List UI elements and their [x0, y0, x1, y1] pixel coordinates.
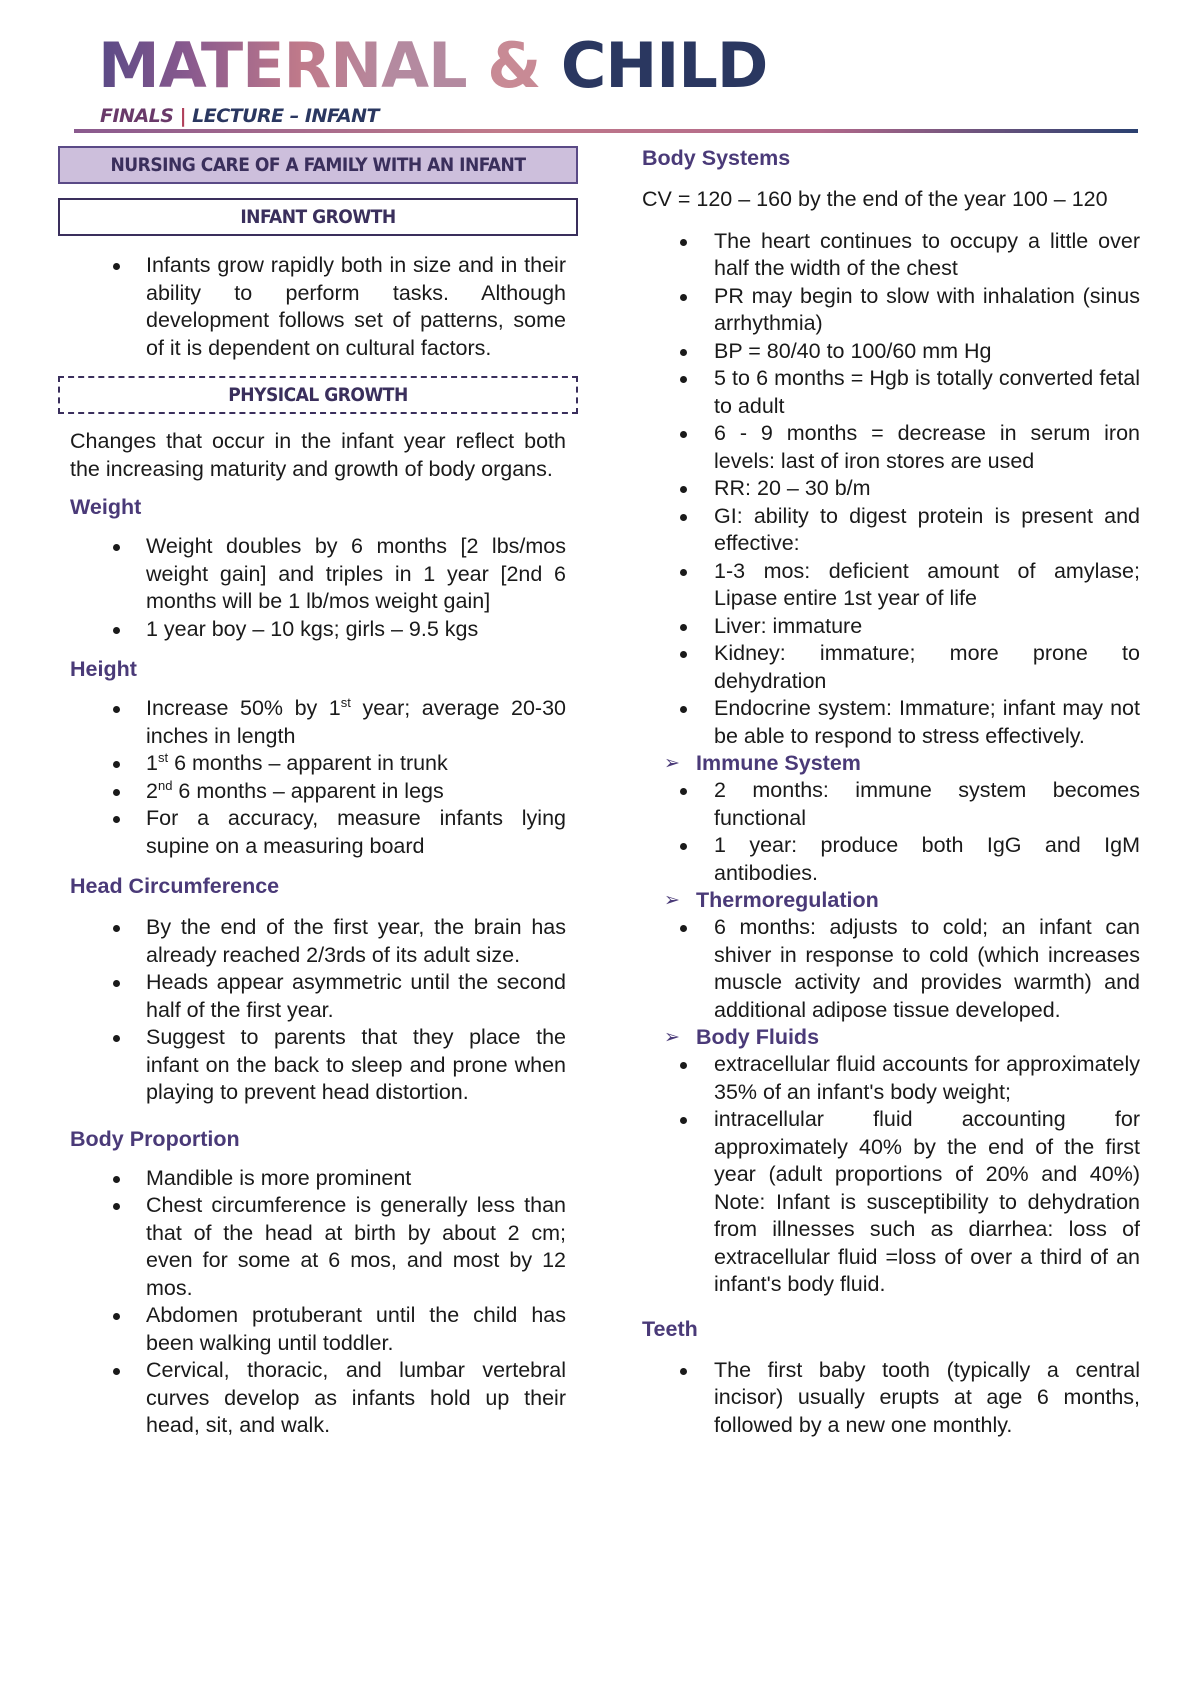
document-subtitle	[100, 105, 379, 127]
list-item: For a accuracy, measure infants lying supine on a measuring board	[58, 805, 578, 860]
list-item: PR may begin to slow with inhalation (sinus arrhythmia)	[642, 283, 1140, 338]
body-systems-heading: Body Systems	[642, 146, 791, 170]
growth-list	[58, 252, 578, 362]
height-heading: Height	[70, 657, 137, 681]
heading-text: Body Fluids	[696, 1025, 820, 1049]
immune-system-heading	[642, 750, 1140, 777]
header-divider	[74, 129, 1138, 133]
list-item: Heads appear asymmetric until the second half of the first year.	[58, 969, 578, 1024]
left-column	[58, 140, 578, 1440]
list-item: 1 year boy – 10 kgs; girls – 9.5 kgs	[58, 616, 578, 644]
weight-heading: Weight	[70, 495, 142, 519]
text-fragment: 6 months – apparent in legs	[172, 778, 444, 803]
head-circumference-heading: Head Circumference	[70, 874, 280, 898]
list-item: extracellular fluid accounts for approximately 35% of an infant's body weight;	[642, 1051, 1140, 1106]
list-item: Suggest to parents that they place the infant on the back to sleep and prone when playing to prevent head distortion.	[58, 1024, 578, 1107]
thermoregulation-heading	[642, 887, 1140, 914]
list-item: Chest circumference is generally less than that of the head at birth by about 2 cm; even for some at 6 mos, and most by 12 mos.	[58, 1192, 578, 1302]
list-item: intracellular fluid accounting for approximately 40% by the end of the first year (adult proportions of 20% and 40%) Note: Infant is susceptibility to dehydration from illnesses such as diarrhea: loss of extracellular fluid =loss of over a third of an infant's body fluid.	[642, 1106, 1140, 1299]
title-ampersand: &	[487, 29, 541, 102]
list-item: Endocrine system: Immature; infant may not be able to respond to stress effectively.	[642, 695, 1140, 750]
fluids-list	[642, 1051, 1140, 1299]
title-child: CHILD	[560, 29, 768, 102]
thermo-list	[642, 914, 1140, 1024]
right-column	[642, 140, 1140, 1439]
list-item: 1-3 mos: deficient amount of amylase; Lipase entire 1st year of life	[642, 558, 1140, 613]
superscript: nd	[157, 777, 173, 793]
list-item: BP = 80/40 to 100/60 mm Hg	[642, 338, 1140, 366]
heading-text: Immune System	[696, 751, 861, 775]
list-item: Abdomen protuberant until the child has been walking until toddler.	[58, 1302, 578, 1357]
arrow-bullet-icon: ➢	[664, 753, 680, 774]
superscript: st	[340, 694, 351, 710]
text-fragment: year; average 20-30 inches in length	[146, 696, 566, 748]
arrow-bullet-icon: ➢	[664, 1027, 680, 1048]
list-item: The first baby tooth (typically a central incisor) usually erupts at age 6 months, followed by a new one monthly.	[642, 1357, 1140, 1440]
systems-list	[642, 228, 1140, 751]
subtitle-finals: FINALS	[100, 105, 174, 127]
document-title	[98, 28, 767, 104]
banner-infant-growth: INFANT GROWTH	[58, 198, 578, 236]
height-list	[58, 695, 578, 860]
list-item: RR: 20 – 30 b/m	[642, 475, 1140, 503]
body-fluids-heading	[642, 1024, 1140, 1051]
banner-nursing-care: NURSING CARE OF A FAMILY WITH AN INFANT	[58, 146, 578, 184]
body-proportion-heading: Body Proportion	[70, 1126, 240, 1151]
subtitle-lecture: LECTURE – INFANT	[192, 105, 379, 127]
list-item	[58, 750, 578, 778]
superscript: st	[157, 749, 169, 765]
list-item: Cervical, thoracic, and lumbar vertebral curves develop as infants hold up their head, sit, and walk.	[58, 1357, 578, 1440]
list-item: 2 months: immune system becomes functional	[642, 777, 1140, 832]
subtitle-separator: |	[173, 105, 193, 127]
list-item	[58, 778, 578, 806]
list-item: Infants grow rapidly both in size and in their ability to perform tasks. Although development follows set of patterns, some of it is dependent on cultural factors.	[58, 252, 578, 362]
document-header	[98, 28, 1138, 138]
list-item: Kidney: immature; more prone to dehydration	[642, 640, 1140, 695]
cv-line: CV = 120 – 160 by the end of the year 100 – 120	[642, 187, 1108, 211]
heading-text: Thermoregulation	[696, 888, 879, 912]
teeth-list	[642, 1357, 1140, 1440]
immune-list	[642, 777, 1140, 887]
text-fragment: 2	[146, 778, 158, 803]
text-fragment: 6 months – apparent in trunk	[168, 751, 448, 775]
text-fragment: 1	[146, 751, 158, 775]
title-maternal: MATERNAL	[98, 29, 467, 102]
head-list	[58, 914, 578, 1107]
list-item: GI: ability to digest protein is present and effective:	[642, 503, 1140, 558]
list-item: 6 months: adjusts to cold; an infant can shiver in response to cold (which increases muscle activity and provides warmth) and additional adipose tissue developed.	[642, 914, 1140, 1024]
list-item: 1 year: produce both IgG and IgM antibodies.	[642, 832, 1140, 887]
list-item: 5 to 6 months = Hgb is totally converted fetal to adult	[642, 365, 1140, 420]
list-item: The heart continues to occupy a little over half the width of the chest	[642, 228, 1140, 283]
list-item: By the end of the first year, the brain has already reached 2/3rds of its adult size.	[58, 914, 578, 969]
list-item: Weight doubles by 6 months [2 lbs/mos weight gain] and triples in 1 year [2nd 6 months will be 1 lb/mos weight gain]	[58, 533, 578, 616]
list-item: Mandible is more prominent	[58, 1165, 578, 1193]
teeth-heading: Teeth	[642, 1316, 698, 1341]
list-item: Liver: immature	[642, 613, 1140, 641]
list-item: 6 - 9 months = decrease in serum iron levels: last of iron stores are used	[642, 420, 1140, 475]
list-item	[58, 695, 578, 750]
banner-physical-growth: PHYSICAL GROWTH	[58, 376, 578, 414]
body-list	[58, 1165, 578, 1440]
arrow-bullet-icon: ➢	[664, 890, 680, 911]
text-fragment: Increase 50% by 1	[146, 696, 341, 720]
physical-intro: Changes that occur in the infant year reflect both the increasing maturity and growth of body organs.	[70, 429, 566, 481]
weight-list	[58, 533, 578, 643]
